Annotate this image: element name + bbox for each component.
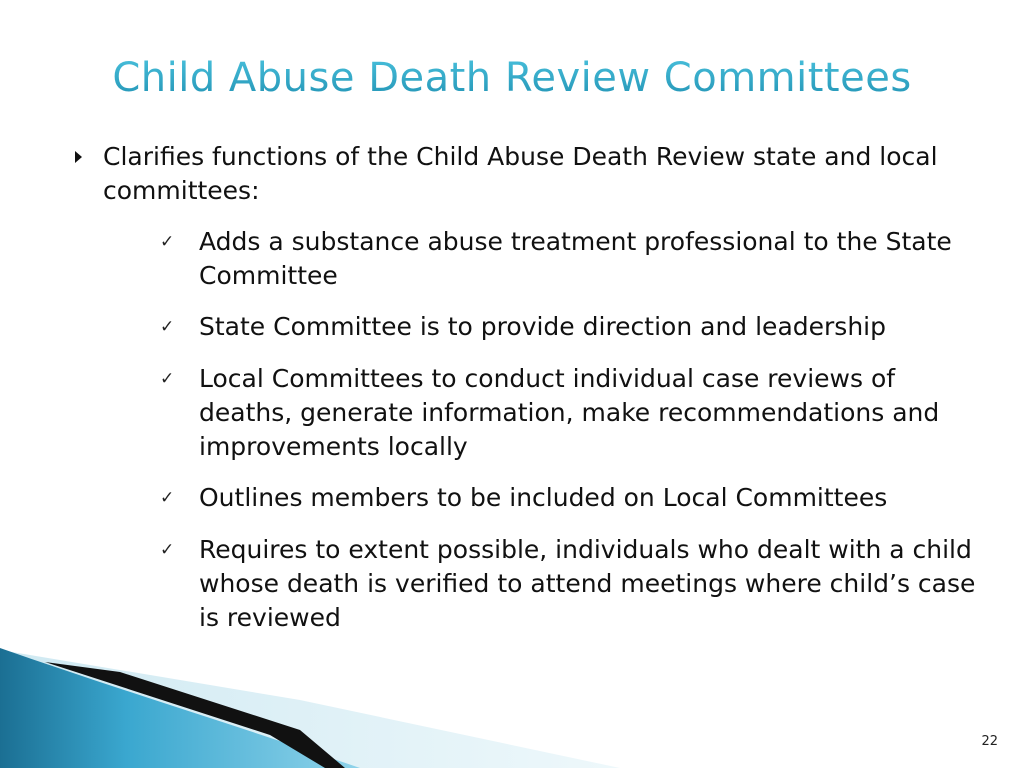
checkmark-icon: ✓: [160, 317, 175, 337]
checkmark-icon: ✓: [160, 540, 175, 560]
sub-item-text: Outlines members to be included on Local Committees: [199, 483, 888, 512]
sub-item: [160, 481, 990, 515]
sub-item-text: Requires to extent possible, individuals who dealt with a child whose death is verified to attend meetings where child’s case is reviewed: [199, 535, 976, 632]
sub-item-text: Local Committees to conduct individual case reviews of deaths, generate information, make recommendations and improvements locally: [199, 364, 940, 461]
checkmark-icon: ✓: [160, 488, 175, 508]
page-number: 22: [981, 734, 998, 749]
main-bullet-text: Clarifies functions of the Child Abuse Death Review state and local committees:: [103, 142, 938, 205]
sub-item: [160, 310, 990, 344]
sub-item: [160, 362, 990, 464]
triangle-bullet-icon: [75, 151, 82, 163]
sub-item-text: State Committee is to provide direction and leadership: [199, 312, 886, 341]
checkmark-icon: ✓: [160, 232, 175, 252]
checkmark-icon: ✓: [160, 369, 175, 389]
slide-title: Child Abuse Death Review Committees: [0, 52, 1024, 104]
main-bullet: [75, 140, 975, 208]
sub-item: [160, 533, 990, 635]
sub-item-text: Adds a substance abuse treatment professional to the State Committee: [199, 227, 952, 290]
sub-item: [160, 225, 990, 293]
